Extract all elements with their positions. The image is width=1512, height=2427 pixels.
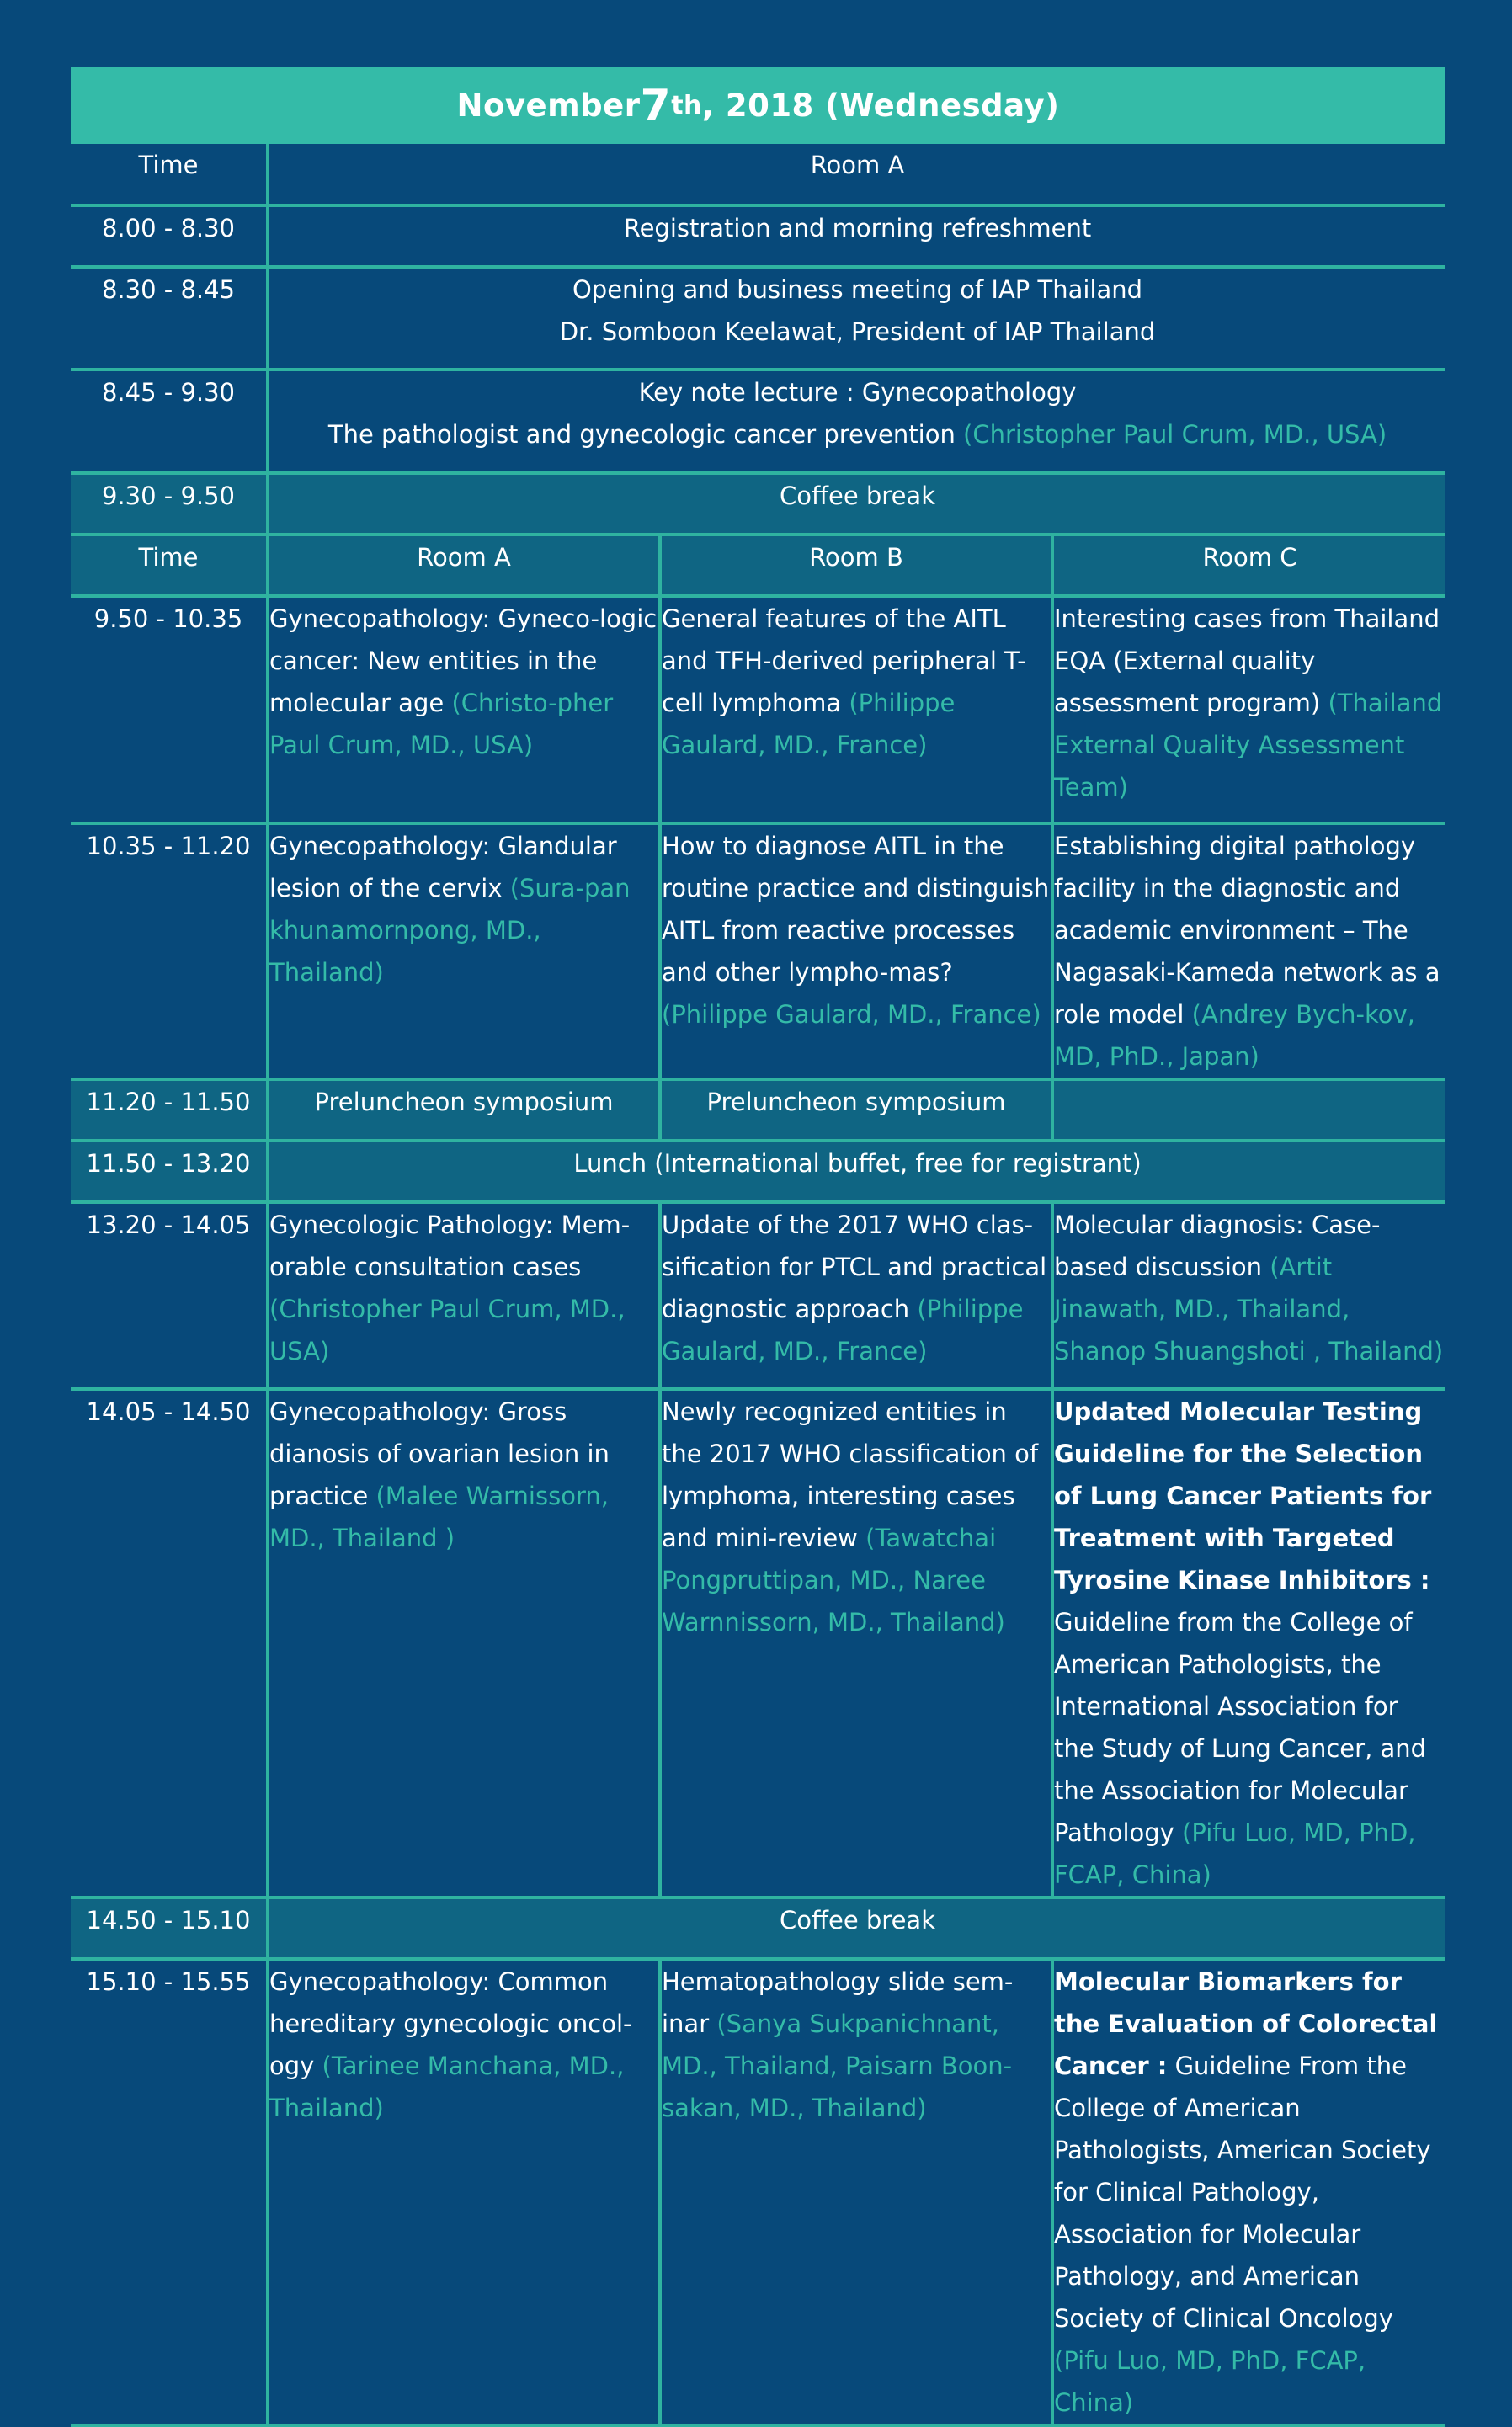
session-room-a <box>268 823 660 1079</box>
speaker: (Philippe Gaulard, MD., France) <box>662 1295 1024 1365</box>
empty-cell <box>1052 1079 1445 1141</box>
session-room-b <box>660 1202 1052 1389</box>
plenary-session <box>268 267 1445 370</box>
session-speaker: Dr. Somboon Keelawat, President of IAP Thailand <box>559 317 1156 346</box>
time-cell: 8.45 - 9.30 <box>71 370 268 473</box>
session-room-a <box>268 596 660 823</box>
room-b-header: Room B <box>660 535 1052 596</box>
session-room-c <box>1052 596 1445 823</box>
speaker: (Tawatchai Pongpruttipan, MD., Naree Warnnissorn, MD., Thailand) <box>662 1524 1005 1637</box>
session-room-c <box>1052 1389 1445 1897</box>
session-room-a <box>268 1202 660 1389</box>
speaker: (Sura-pan khunamornpong, MD., Thailand) <box>269 874 631 987</box>
speaker: (Malee Warnissorn, MD., Thailand ) <box>269 1482 609 1552</box>
table-row <box>71 473 1445 535</box>
session-room-b <box>660 1389 1052 1897</box>
table-row <box>71 1959 1445 2425</box>
table-row <box>71 596 1445 823</box>
time-cell: 9.30 - 9.50 <box>71 473 268 535</box>
session-title: Interesting cases from Thailand EQA (External quality assessment program) <box>1054 604 1440 717</box>
preluncheon-room-a: Preluncheon symposium <box>268 1079 660 1141</box>
table-row <box>71 370 1445 473</box>
time-header: Time <box>71 535 268 596</box>
session-room-b <box>660 823 1052 1079</box>
session-title: Newly recognized entities in the 2017 WHO classification of lymphoma, interesting cases and mini-review <box>662 1397 1039 1552</box>
session-room-c <box>1052 1202 1445 1389</box>
session-title: Hematopathology slide sem-inar <box>662 1967 1014 2038</box>
time-cell: 8.00 - 8.30 <box>71 205 268 267</box>
date-header: November 7 th , 2018 (Wednesday) <box>71 67 1445 144</box>
speaker: (Andrey Bych-kov, MD, PhD., Japan) <box>1054 1000 1415 1071</box>
session-description: Guideline from the College of American Pathologists, the International Association for the Study of Lung Cancer, and the Association for Molecular Pathology <box>1054 1608 1427 1847</box>
time-cell: 14.50 - 15.10 <box>71 1897 268 1959</box>
date-suffix: , 2018 (Wednesday) <box>701 88 1060 124</box>
session-room-c <box>1052 823 1445 1079</box>
session-title: Gynecopathology: Gyneco-logic cancer: New entities in the molecular age <box>269 604 658 717</box>
coffee-break: Coffee break <box>268 1897 1445 1959</box>
time-cell: 11.50 - 13.20 <box>71 1141 268 1202</box>
speaker: (Tarinee Manchana, MD., Thailand) <box>269 2052 625 2122</box>
speaker: (Thailand External Quality Assessment Team) <box>1054 689 1443 801</box>
speaker: (Christopher Paul Crum, MD., USA) <box>269 1295 626 1365</box>
table-row <box>71 205 1445 267</box>
keynote-session <box>268 370 1445 473</box>
speaker: (Pifu Luo, MD, PhD, FCAP, China) <box>1054 1818 1416 1889</box>
time-header: Time <box>71 144 268 205</box>
speaker: (Sanya Sukpanichnant, MD., Thailand, Paisarn Boon-sakan, MD., Thailand) <box>662 2009 1013 2122</box>
session-title: Gynecopathology: Glandular lesion of the cervix <box>269 832 617 902</box>
session-title: Opening and business meeting of IAP Thailand <box>572 275 1143 304</box>
preluncheon-room-b: Preluncheon symposium <box>660 1079 1052 1141</box>
session-room-a <box>268 1389 660 1897</box>
time-cell: 15.10 - 15.55 <box>71 1959 268 2425</box>
speaker: (Christopher Paul Crum, MD., USA) <box>963 420 1387 449</box>
table-row <box>71 535 1445 596</box>
table-row <box>71 1389 1445 1897</box>
speaker: (Philippe Gaulard, MD., France) <box>662 1000 1041 1029</box>
session-title: Molecular Biomarkers for the Evaluation of Colorectal Cancer : <box>1054 1967 1438 2080</box>
session-room-b <box>660 596 1052 823</box>
session-title: Gynecopathology: Gross dianosis of ovarian lesion in practice <box>269 1397 610 1510</box>
lunch-break: Lunch (International buffet, free for registrant) <box>268 1141 1445 1202</box>
time-cell: 11.20 - 11.50 <box>71 1079 268 1141</box>
speaker: (Artit Jinawath, MD., Thailand, Shanop Shuangshoti , Thailand) <box>1054 1253 1444 1365</box>
table-row <box>71 1202 1445 1389</box>
date-day: 7 <box>640 80 672 131</box>
room-c-header: Room C <box>1052 535 1445 596</box>
schedule-table <box>71 144 1445 2427</box>
session-title: How to diagnose AITL in the routine practice and distinguish AITL from reactive processes and other lympho-mas? <box>662 832 1050 987</box>
coffee-break: Coffee break <box>268 473 1445 535</box>
time-cell: 13.20 - 14.05 <box>71 1202 268 1389</box>
session-room-c <box>1052 1959 1445 2425</box>
room-a-header: Room A <box>268 144 1445 205</box>
session-title: Update of the 2017 WHO clas-sification for PTCL and practical diagnostic approach <box>662 1211 1047 1323</box>
time-cell: 10.35 - 11.20 <box>71 823 268 1079</box>
date-prefix: November <box>456 88 641 124</box>
room-a-header: Room A <box>268 535 660 596</box>
lecture-title: The pathologist and gynecologic cancer prevention <box>327 420 964 449</box>
session-title: Establishing digital pathology facility in the diagnostic and academic environment – The Nagasaki-Kameda network as a role model <box>1054 832 1440 1029</box>
session-title: Updated Molecular Testing Guideline for the Selection of Lung Cancer Patients for Treatment with Targeted Tyrosine Kinase Inhibitors : <box>1054 1397 1432 1594</box>
session-title: General features of the AITL and TFH-derived peripheral T-cell lymphoma <box>662 604 1026 717</box>
table-row <box>71 1141 1445 1202</box>
time-cell: 9.50 - 10.35 <box>71 596 268 823</box>
plenary-session: Registration and morning refreshment <box>268 205 1445 267</box>
session-room-b <box>660 1959 1052 2425</box>
speaker: (Christo-pher Paul Crum, MD., USA) <box>269 689 614 759</box>
session-room-a <box>268 1959 660 2425</box>
table-row <box>71 1079 1445 1141</box>
session-title: Gynecologic Pathology: Mem-orable consultation cases <box>269 1211 631 1281</box>
table-row <box>71 267 1445 370</box>
table-row <box>71 1897 1445 1959</box>
session-description: Guideline From the College of American Pathologists, American Society for Clinical Pathology, Association for Molecular Pathology, and American Society of Clinical Oncology <box>1054 2052 1431 2333</box>
session-title: Key note lecture : Gynecopathology <box>638 378 1077 407</box>
table-row <box>71 823 1445 1079</box>
time-cell: 14.05 - 14.50 <box>71 1389 268 1897</box>
speaker: (Philippe Gaulard, MD., France) <box>662 689 956 759</box>
speaker: (Pifu Luo, MD, PhD, FCAP, China) <box>1054 2346 1366 2417</box>
session-lecture <box>269 413 1445 455</box>
session-title: Gynecopathology: Common hereditary gynecologic oncol-ogy <box>269 1967 632 2080</box>
table-row <box>71 144 1445 205</box>
time-cell: 8.30 - 8.45 <box>71 267 268 370</box>
session-title: Molecular diagnosis: Case-based discussion <box>1054 1211 1381 1281</box>
